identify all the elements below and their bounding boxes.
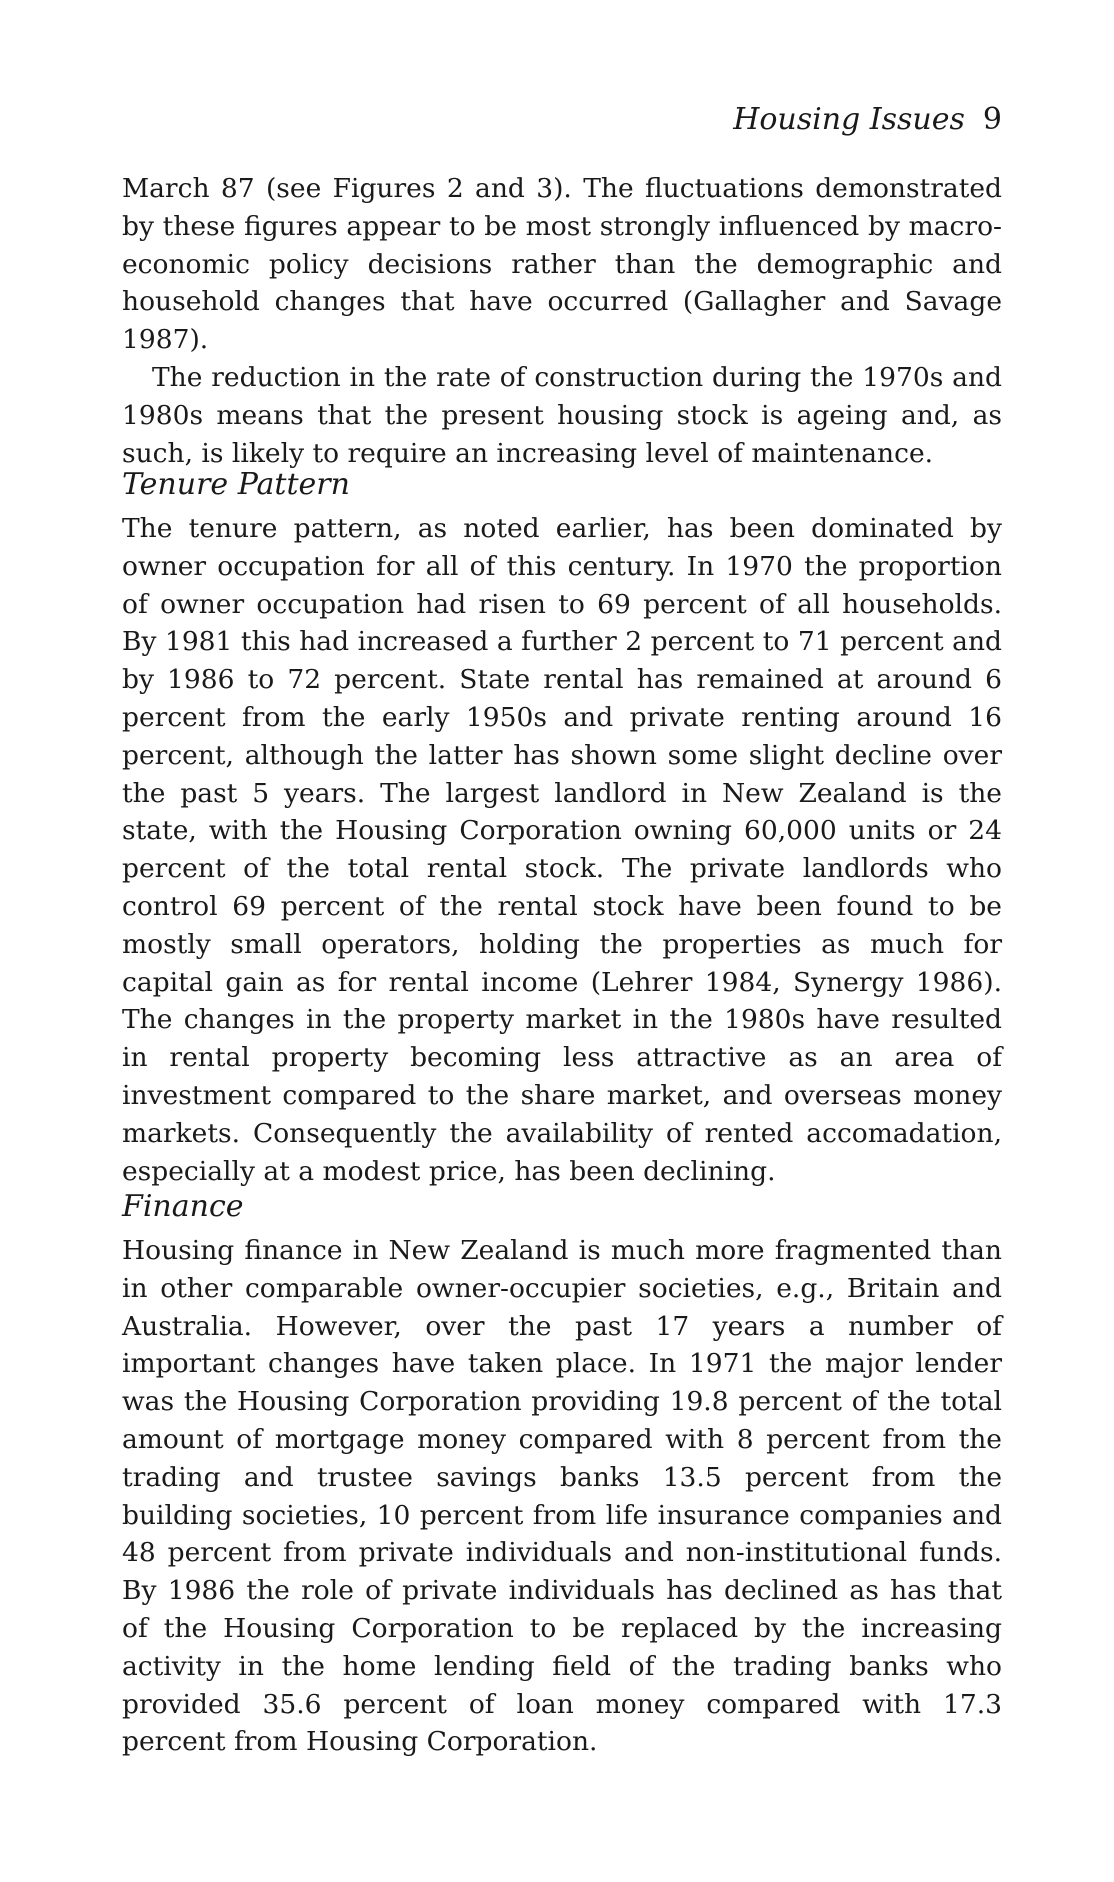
tenure-paragraph: The tenure pattern, as noted earlier, has been dominated by owner occupation for all of this century. In 1970 the proportion of owner occupation had risen to 69 percent of all households. By 1981 this had increased a further 2 percent to 71 percent and by 1986 to 72 percent. State rental has remained at around 6 percent from the early 1950s and private renting around 16 percent, although the latter has shown some slight decline over the past 5 years. The largest landlord in New Zealand is the state, with the Housing Corporation owning 60,000 units or 24 percent of the total rental stock. The private landlords who control 69 percent of the rental stock have been found to be mostly small operators, holding the properties as much for capital gain as for rental income (Lehrer 1984, Synergy 1986). The changes in the property market in the 1980s have resulted in rental property becoming less attractive as an area of investment compared to the share market, and overseas money markets. Consequently the availability of rented accomadation, especially at a modest price, has been declining. [122,513,1002,1187]
section-heading-finance: Finance [122,1189,244,1224]
section-heading-tenure-pattern: Tenure Pattern [122,467,350,502]
running-head-title: Housing Issues [733,102,965,137]
intro-paragraph-1: March 87 (see Figures 2 and 3). The fluctuations demonstrated by these figures appear to be most strongly influenced by macroeconomic policy decisions rather than the demographic and household changes that have occurred (Gallagher and Savage 1987). [122,173,1002,356]
finance-text-block [122,1232,1002,1761]
intro-paragraph-2: The reduction in the rate of construction during the 1970s and 1980s means that the present housing stock is ageing and, as such, is likely to require an increasing level of maintenance. [122,361,1002,469]
finance-paragraph: Housing finance in New Zealand is much more fragmented than in other comparable owner-occupier societies, e.g., Britain and Australia. However, over the past 17 years a number of important changes have taken place. In 1971 the major lender was the Housing Corporation providing 19.8 percent of the total amount of mortgage money compared with 8 percent from the trading and trustee savings banks 13.5 percent from the building societies, 10 percent from life insurance companies and 48 percent from private individuals and non-institutional funds. By 1986 the role of private individuals has declined as has that of the Housing Corporation to be replaced by the increasing activity in the home lending field of the trading banks who provided 35.6 percent of loan money compared with 17.3 percent from Housing Corporation. [122,1235,1002,1758]
intro-text-block [122,170,1002,472]
page-number: 9 [982,102,1002,137]
running-head [122,100,1002,140]
tenure-text-block [122,510,1002,1190]
